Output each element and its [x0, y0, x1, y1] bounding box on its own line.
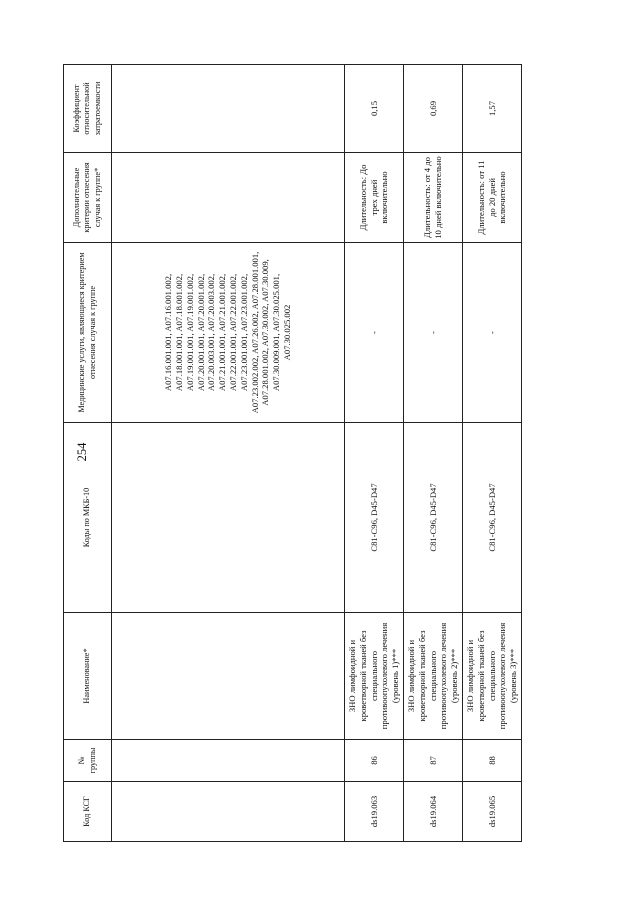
- header-services: Медицинские услуги, являющиеся критерием отнесения случая к группе: [64, 243, 112, 423]
- cell-name: ЗНО лимфоидной и кроветворной тканей без специального противоопухолевого лечения (уровень 1)***: [345, 613, 404, 740]
- cell-mkb-codes: C81-C96, D45-D47: [404, 423, 463, 613]
- table-header-row: [64, 65, 112, 842]
- cell-empty: [112, 782, 345, 842]
- header-mkb-codes: Коды по МКБ-10: [64, 423, 112, 613]
- cell-mkb-codes: C81-C96, D45-D47: [345, 423, 404, 613]
- cell-empty: [112, 65, 345, 153]
- cell-coefficient: 0,69: [404, 65, 463, 153]
- table-row: [345, 65, 404, 842]
- cell-group-no: 86: [345, 740, 404, 782]
- cell-empty: [112, 423, 345, 613]
- table-row-continuation: [112, 65, 345, 842]
- cell-group-no: 88: [463, 740, 522, 782]
- header-kst-code: Код КСГ: [64, 782, 112, 842]
- header-group-no: № группы: [64, 740, 112, 782]
- cell-kst-code: ds19.065: [463, 782, 522, 842]
- ksg-table: [63, 64, 522, 842]
- header-coefficient: Коэффициент относительной затратоемкости: [64, 65, 112, 153]
- page-number: 254: [75, 442, 89, 462]
- table-row: [404, 65, 463, 842]
- cell-coefficient: 1,57: [463, 65, 522, 153]
- cell-services: -: [345, 243, 404, 423]
- cell-empty: [112, 153, 345, 243]
- ksg-table-container: [63, 65, 521, 842]
- cell-kst-code: ds19.063: [345, 782, 404, 842]
- cell-kst-code: ds19.064: [404, 782, 463, 842]
- cell-mkb-codes: C81-C96, D45-D47: [463, 423, 522, 613]
- cell-empty: [112, 613, 345, 740]
- cell-name: ЗНО лимфоидной и кроветворной тканей без специального противоопухолевого лечения (уровень 2)***: [404, 613, 463, 740]
- cell-criteria: Длительность: от 4 до 10 дней включительно: [404, 153, 463, 243]
- cell-services: -: [404, 243, 463, 423]
- cell-services-continued: A07.16.001.001, A07.16.001.002, A07.18.001.001, A07.18.001.002, A07.19.001.001, A07.19.001.002, A07.20.001.001, A07.20.001.002, A07.20.003.001, A07.20.003.002, A07.21.001.001, A07.21.001.002, A07.22.001.001, A07.22.001.002, A07.23.001.001, A07.23.001.002, A07.23.002.002, A07.26.002, A07.28.001.001, A07.28.001.002, A07.30.002, A07.30.009, A07.30.009.001, A07.30.025.001, A07.30.025.002: [112, 243, 345, 423]
- cell-criteria: Длительность: от 11 до 20 дней включительно: [463, 153, 522, 243]
- cell-criteria: Длительность: До трех дней включительно: [345, 153, 404, 243]
- cell-empty: [112, 740, 345, 782]
- cell-coefficient: 0,15: [345, 65, 404, 153]
- cell-name: ЗНО лимфоидной и кроветворной тканей без специального противоопухолевого лечения (уровень 3)***: [463, 613, 522, 740]
- table-row: [463, 65, 522, 842]
- cell-group-no: 87: [404, 740, 463, 782]
- header-criteria: Дополнительные критерии отнесения случая к группе*: [64, 153, 112, 243]
- cell-services: -: [463, 243, 522, 423]
- header-name: Наименование*: [64, 613, 112, 740]
